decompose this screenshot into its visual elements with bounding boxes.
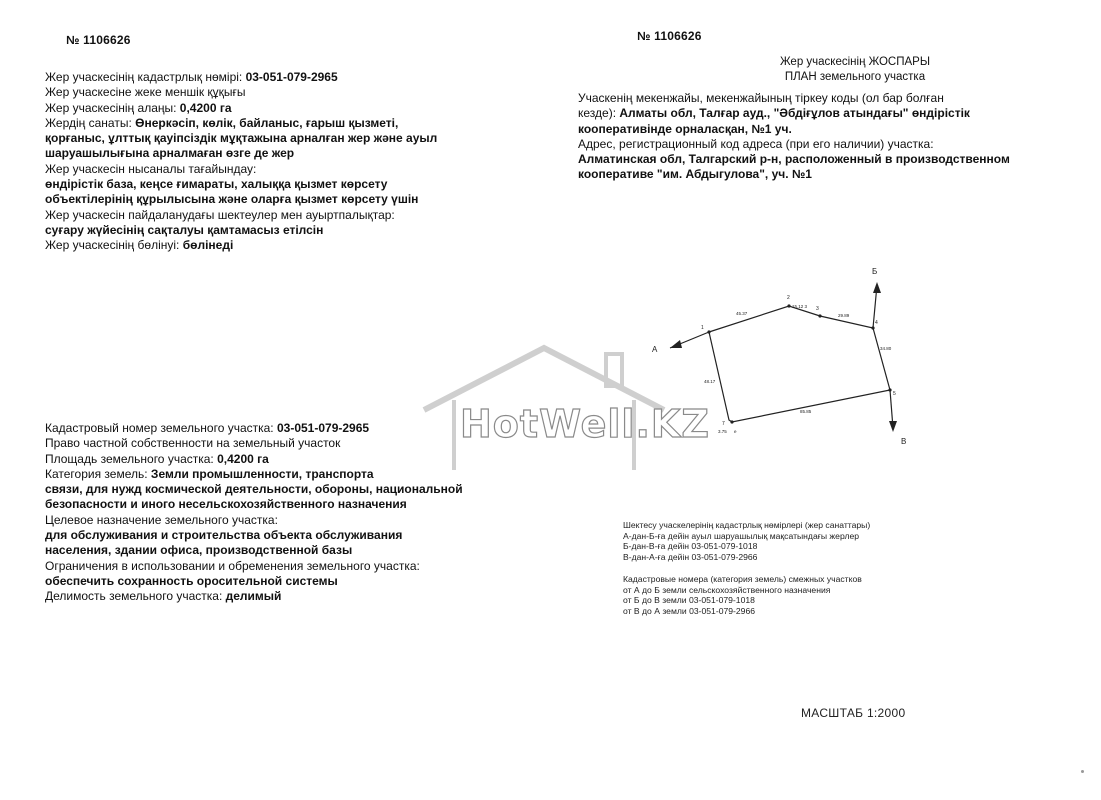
edge-label-3-4: 29.89 (838, 313, 850, 318)
kz-info-line (45, 101, 437, 116)
kz-info-value: Өнеркәсіп, көлік, байланыс, ғарыш қызметі, (135, 115, 399, 130)
neighbors-kz (623, 520, 870, 562)
address-label: Адрес, регистрационный код адреса (при его наличии) участка: (578, 136, 934, 151)
kz-info-value: объектілерінің құрылысына және оларға қызмет көрсету үшін (45, 192, 419, 207)
address-line (578, 137, 1010, 152)
kz-info-line (45, 238, 437, 253)
point-label-1: 1 (701, 325, 704, 331)
kz-info-line (45, 131, 437, 146)
kz-info-line (45, 162, 437, 177)
address-label: кезде): (578, 106, 620, 121)
scan-speck (1081, 770, 1084, 773)
ru-info-line (45, 421, 463, 436)
direction-label-b: Б (872, 267, 878, 276)
kz-info-line (45, 223, 437, 238)
ru-info-label: Право частной собственности на земельный участок (45, 436, 341, 451)
kz-info-value: шаруашылығына арналмаған өзге де жер (45, 146, 295, 161)
plan-title (745, 55, 965, 85)
point-label-4: 4 (875, 320, 878, 326)
ru-info-line (45, 589, 463, 604)
neighbors-ru-line: от Б до В земли 03-051-079-1018 (623, 595, 755, 606)
kz-parcel-info (45, 70, 437, 254)
kz-info-label: Жер учаскесінің бөлінуі: (45, 238, 183, 253)
ru-info-value: для обслуживания и строительства объекта обслуживания (45, 528, 403, 543)
kz-info-label: Жердің санаты: (45, 115, 136, 130)
kz-info-label: Жер учаскесін нысаналы тағайындау: (45, 161, 257, 176)
ru-info-value: связи, для нужд космической деятельности, обороны, национальной (45, 482, 463, 497)
ru-info-line (45, 528, 463, 543)
neighbors-ru (623, 574, 862, 616)
kz-info-line (45, 146, 437, 161)
ru-info-label: Кадастровый номер земельного участка: (45, 421, 277, 435)
point-label-3: 3 (816, 306, 819, 312)
kz-info-value: суғару жүйесінің сақталуы қамтамасыз етілсін (45, 222, 324, 237)
plan-title-ru: ПЛАН земельного участка (784, 71, 926, 83)
edge-label-5-7: 85.85 (800, 409, 812, 414)
address-line (578, 106, 1010, 121)
plan-mark-e: е (734, 429, 737, 434)
edge-label-7-1: 48.17 (704, 379, 716, 384)
land-plot-plan-drawing (640, 260, 940, 460)
kz-info-label: Жер учаскесін пайдаланудағы шектеулер мен ауыртпалықтар: (45, 207, 395, 222)
address-line (578, 167, 1010, 182)
edge-label-4-5: 34.80 (880, 346, 892, 351)
kz-info-value: өндірістік база, кеңсе ғимараты, халыққа қызмет көрсету (45, 177, 388, 192)
point-label-2: 2 (787, 295, 790, 301)
edge-label-2-3: 15.12 3 (792, 304, 808, 309)
edge-label-short: 3.75 (718, 429, 727, 434)
ru-info-line (45, 574, 463, 589)
kz-info-label: Жер учаскесіне жеке меншік құқығы (45, 85, 246, 100)
address-value: Алматы обл, Талғар ауд., "Әбдіғұлов атындағы" өндірістік (619, 106, 970, 121)
address-value: кооперативінде орналасқан, №1 уч. (578, 121, 792, 136)
ru-info-label: Категория земель: (45, 466, 151, 481)
address-value: кооперативе "им. Абдыгулова", уч. №1 (578, 167, 812, 182)
watermark-text: HotWell.KZ (460, 402, 710, 446)
ru-info-line (45, 497, 463, 512)
address-info (578, 91, 1010, 183)
kz-info-line (45, 116, 437, 131)
kz-info-line (45, 70, 437, 85)
ru-info-line (45, 436, 463, 451)
neighbors-kz-line: В-дан-А-ға дейін 03-051-079-2966 (623, 551, 758, 562)
ru-info-label: Делимость земельного участка: (45, 589, 226, 604)
ru-info-line (45, 559, 463, 574)
ru-info-line (45, 543, 463, 558)
neighbors-ru-line: Кадастровые номера (категория земель) смежных участков (623, 574, 862, 584)
neighbors-ru-line: от В до А земли 03-051-079-2966 (623, 605, 756, 616)
ru-info-value: 03-051-079-2965 (276, 421, 370, 435)
plan-title-kz: Жер учаскесінің ЖОСПАРЫ (779, 56, 931, 68)
neighbors-ru-line: от А до Б земли сельскохозяйственного назначения (623, 584, 831, 595)
ru-info-line (45, 513, 463, 528)
direction-label-a: А (652, 345, 658, 354)
kz-info-line (45, 85, 437, 100)
ru-info-value: обеспечить сохранность оросительной системы (45, 573, 338, 588)
ru-info-line (45, 452, 463, 467)
address-label: Учаскенің мекенжайы, мекенжайының тіркеу коды (ол бар болған (578, 91, 944, 105)
document-number-right: № 1106626 (637, 29, 702, 43)
point-label-5: 5 (893, 391, 896, 397)
kz-info-label: Жер учаскесінің кадастрлық нөмірі: (45, 70, 246, 84)
neighbors-kz-line: Шектесу учаскелерінің кадастрлық нөмірлері (жер санаттары) (623, 520, 871, 530)
ru-info-value: населения, здании офиса, производственной базы (45, 543, 353, 558)
document-number-left: № 1106626 (66, 33, 131, 47)
edge-label-1-2: 45.37 (736, 311, 748, 316)
neighbors-kz-line: А-дан-Б-ға дейін ауыл шаруашылық мақсатындағы жерлер (623, 530, 860, 541)
kz-info-value: қорғаныс, ұлттық қауіпсіздік мұқтажына арналған жер және ауыл (45, 131, 438, 146)
ru-info-label: Ограничения в использовании и обременения земельного участка: (45, 558, 420, 573)
ru-info-value: 0,4200 га (217, 451, 269, 466)
kz-info-line (45, 177, 437, 192)
address-line (578, 152, 1010, 167)
ru-info-value: делимый (225, 589, 282, 604)
address-line (578, 91, 1010, 106)
point-label-7: 7 (722, 421, 725, 427)
ru-info-label: Площадь земельного участка: (45, 451, 218, 466)
kz-info-value: 03-051-079-2965 (245, 70, 338, 84)
kz-info-value: бөлінеді (182, 238, 234, 253)
kz-info-line (45, 208, 437, 223)
kz-info-label: Жер учаскесінің алаңы: (45, 100, 180, 115)
ru-info-line (45, 467, 463, 482)
kz-info-value: 0,4200 га (179, 100, 232, 115)
address-line (578, 122, 1010, 137)
address-value: Алматинская обл, Талгарский р-н, расположенный в производственном (578, 152, 1010, 167)
ru-info-label: Целевое назначение земельного участка: (45, 512, 278, 527)
ru-info-line (45, 482, 463, 497)
ru-info-value: безопасности и иного несельскохозяйственного назначения (45, 497, 407, 512)
plot-boundary (709, 306, 890, 422)
direction-label-v: В (901, 437, 907, 446)
ru-info-value: Земли промышленности, транспорта (150, 466, 374, 481)
scale-label: МАСШТАБ 1:2000 (801, 706, 906, 720)
kz-info-line (45, 192, 437, 207)
ru-parcel-info (45, 421, 463, 605)
neighbors-kz-line: Б-дан-В-ға дейін 03-051-079-1018 (623, 541, 758, 552)
